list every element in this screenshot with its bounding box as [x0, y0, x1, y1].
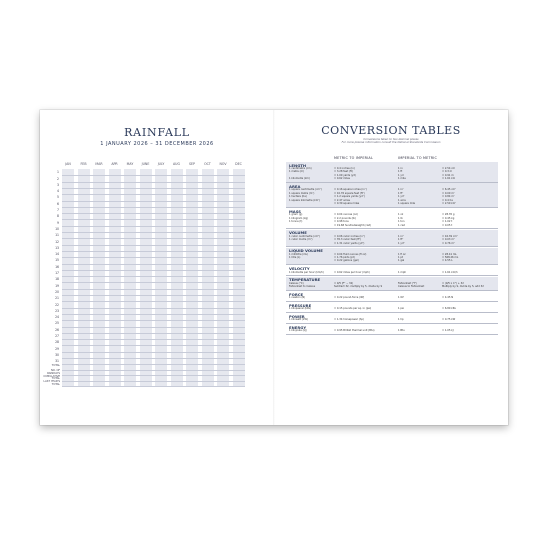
conversion-cell: 1 lbf	[398, 296, 404, 300]
conversion-cell: Fahrenheit (°F)	[398, 281, 417, 285]
month-header: MAR	[95, 162, 103, 166]
conversion-cell: = 0.05 t	[442, 223, 453, 227]
section-label: VELOCITY	[289, 266, 310, 272]
conversion-cell: 1 square kilometre (km²)	[289, 198, 321, 202]
footer-row-label: LAST YEAR'S TOTAL	[43, 380, 60, 386]
conversion-cell: = 1.61 km	[442, 177, 456, 181]
conversion-cell: 1 pt	[398, 256, 403, 260]
conversion-cell: = 2.47 acres	[334, 198, 350, 202]
conversion-cell: = 0.09 m²	[442, 191, 455, 195]
month-column	[233, 169, 245, 386]
conversion-cell: 1 kilometre (km)	[289, 177, 310, 181]
month-header: AUG	[173, 162, 180, 166]
conversion-page	[274, 110, 508, 425]
day-number: 4	[57, 189, 59, 194]
section-label: PRESSURE	[289, 302, 312, 308]
conversion-cell: = 0.75 kW	[442, 318, 456, 322]
conversion-cell: Celsius to Fahrenheit	[398, 285, 425, 289]
conversion-cell: = 0.91 m	[442, 173, 454, 177]
conversion-cell: 1 kilowatt (kW)	[289, 318, 308, 322]
conversion-cell: 1 ft²	[398, 191, 404, 195]
month-column	[202, 169, 214, 386]
conversion-cell: 1 litre (L)	[289, 256, 301, 260]
conversion-cell: 1 kilogram (kg)	[289, 216, 309, 220]
day-number: 20	[55, 289, 59, 294]
conversion-cell: = 0.62 miles per hour (mph)	[334, 270, 370, 274]
conversion-cell: = 1.2 square yards (yd²)	[334, 195, 365, 199]
conversion-cell: = 0.45 kg	[442, 216, 455, 220]
month-header: MAY	[126, 162, 134, 166]
conversion-cell: 1 yd	[398, 173, 404, 177]
conversion-cell: = 6.45 cm²	[442, 188, 457, 192]
conversion-section	[286, 266, 498, 276]
conversion-title: CONVERSION TABLES	[321, 124, 461, 137]
conversion-section	[286, 277, 498, 290]
conversion-section	[286, 291, 498, 301]
conversion-cell: = 0.98 tons	[334, 220, 349, 224]
day-number: 14	[55, 252, 59, 257]
conversion-section	[286, 302, 498, 312]
metric-to-imperial-heading: METRIC TO IMPERIAL	[334, 156, 374, 160]
conversion-cell: = 0.4 inches (in)	[334, 167, 355, 170]
conversion-cell: = 2.2 pounds (lb)	[334, 216, 356, 220]
conversion-cell: 1 ton	[398, 220, 405, 224]
month-header: APR	[111, 162, 118, 166]
conversion-cell: = 1.34 horsepower (hp)	[334, 318, 364, 322]
conversion-cell: 1 millilitre (mL)	[289, 252, 309, 256]
conversion-cell: = 9/5 (F° − 32)	[334, 281, 354, 285]
conversion-cell: Fahrenheit to Celsius	[289, 285, 316, 289]
conversion-cell: 1 cwt	[398, 223, 405, 227]
conversion-cell: = 1.76 pints (pt)	[334, 256, 355, 260]
day-number: 30	[55, 352, 59, 357]
conversion-cell: = 19.68 hundredweight (cwt)	[334, 223, 371, 227]
conversion-cell: 1 metre (m)	[289, 170, 305, 174]
conversion-cell: 1 kilojoule (kJ)	[289, 329, 307, 333]
conversion-cell: 1 cubic metre (m³)	[289, 238, 313, 242]
conversion-cell: = 6.89 kPa	[442, 307, 456, 311]
month-column	[140, 169, 152, 386]
day-number: 23	[55, 308, 59, 313]
conversion-cell: = 1.09 yards (yd)	[334, 173, 356, 177]
day-number: 15	[55, 258, 59, 263]
conversion-cell: 1 newton (N)	[289, 296, 306, 300]
conversion-cell: 1 psi	[398, 307, 404, 311]
conversion-cell: = 568.26 mL	[442, 256, 459, 260]
conversion-cell: 1 gram (g)	[289, 213, 303, 217]
conversion-cell: = 28.41 mL	[442, 252, 457, 256]
conversion-cell: = 1.05 kJ	[442, 329, 454, 333]
conversion-cell: = 0.4 ha	[442, 198, 453, 202]
diary-spread	[40, 110, 508, 425]
conversion-cell: = 0.95 British thermal unit (Btu)	[334, 329, 375, 333]
month-header: DEC	[235, 162, 242, 166]
conversion-cell: = 0.22 gallons (gal)	[334, 259, 359, 263]
conversion-cell: = 1.31 cubic yards (yd³)	[334, 241, 365, 245]
conversion-cell: Celsius (°C)	[289, 281, 304, 285]
day-number: 18	[55, 277, 59, 282]
conversion-cell: 1 square mile	[398, 202, 416, 206]
conversion-cell: = 2.59 km²	[442, 202, 457, 206]
day-number: 3	[57, 182, 59, 187]
day-number: 7	[57, 208, 59, 212]
conversion-cell: = 4.45 N	[442, 296, 454, 300]
conversion-cell: 1 in²	[398, 188, 404, 192]
conversion-cell: = 28.35 g	[442, 213, 455, 217]
conversion-cell: 1 square metre (m²)	[289, 191, 315, 195]
conversion-cell: 1 gal	[398, 259, 405, 263]
day-number: 9	[57, 220, 59, 225]
section-label: POWER	[289, 313, 305, 319]
month-column	[62, 169, 74, 386]
rainfall-date-range: 1 JANUARY 2026 – 31 DECEMBER 2026	[100, 141, 214, 147]
day-number: 17	[55, 271, 59, 275]
day-number: 25	[55, 321, 59, 326]
conversion-section	[286, 324, 498, 334]
conversion-cell: 1 cubic centimetre (cm³)	[289, 234, 320, 238]
month-header: JUNE	[141, 162, 150, 166]
conversion-cell: = 0.16 square inches (in²)	[334, 188, 367, 192]
section-label: FORCE	[289, 291, 304, 297]
conversion-cell: 1 square centimetre (cm²)	[289, 188, 322, 192]
conversion-cell: = 2.54 cm	[442, 167, 456, 170]
conversion-cell: = 1.61 km/h	[442, 270, 458, 274]
conversion-cell: 1 in³	[398, 234, 404, 238]
month-header: FEB	[80, 162, 87, 166]
day-number: 28	[55, 340, 59, 345]
conversion-cell: 1 in	[398, 167, 403, 170]
conversion-cell: = 16.39 cm³	[442, 234, 458, 238]
conversion-cell: = 35.3 cubic feet (ft³)	[334, 238, 362, 242]
conversion-cell: = 0.04 fluid ounces (fl oz)	[334, 252, 367, 256]
conversion-cell: 1 mile	[398, 177, 406, 181]
conversion-cell: Multiply by 9, divide by 5, add 32	[442, 285, 484, 289]
conversion-cell: = 0.62 miles	[334, 177, 350, 181]
conversion-cell: = 0.84 m²	[442, 195, 455, 199]
conversion-cell: Subtract 32, multiply by 5, divide by 9	[334, 285, 383, 289]
conversion-cell: = 1.02 t	[442, 220, 453, 224]
conversion-section	[286, 183, 498, 207]
day-number: 21	[55, 296, 59, 301]
conversion-cell: 1 acre	[398, 198, 406, 202]
day-number: 29	[55, 346, 59, 351]
conversion-section	[286, 162, 498, 182]
conversion-cell: 1 yd³	[398, 241, 405, 245]
conversion-cell: 1 tonne (t)	[289, 220, 303, 224]
day-number: 10	[55, 226, 59, 231]
day-number: 27	[55, 334, 59, 338]
month-header: JULY	[157, 162, 165, 166]
conversion-cell: = 0.03 m³	[442, 238, 455, 242]
footer-row-label: CUMULATIVE TOTAL	[43, 374, 60, 381]
subtitle-line: Conversions taken to two decimal places	[363, 137, 419, 141]
day-number: 5	[57, 195, 59, 200]
day-number: 8	[57, 214, 59, 219]
conversion-cell: 1 ft	[398, 170, 403, 174]
conversion-section	[286, 313, 498, 323]
month-column	[109, 169, 121, 386]
conversion-subtitle	[274, 138, 508, 145]
conversion-cell: 1 hectare (ha)	[289, 195, 307, 199]
month-column	[217, 169, 229, 386]
day-number: 1	[57, 170, 59, 175]
conversion-cell: 1 fl oz	[398, 252, 406, 256]
day-number: 6	[57, 201, 59, 206]
month-column	[171, 169, 183, 386]
conversion-cell: 1 yd²	[398, 195, 405, 199]
conversion-cell: = 3.28 feet (ft)	[334, 170, 353, 174]
conversion-cell: 1 hp	[398, 318, 404, 322]
day-number: 12	[55, 239, 59, 244]
conversion-cell: 1 oz	[398, 213, 404, 217]
day-number: 13	[55, 245, 59, 250]
conversion-cell: 1 ft³	[398, 238, 404, 242]
day-number: 11	[55, 233, 59, 238]
section-label: AREA	[289, 183, 301, 189]
conversion-cell: = 0.3 m	[442, 170, 453, 174]
conversion-cell: 1 centimetre (cm)	[289, 167, 312, 170]
conversion-cell: = 4.55 L	[442, 259, 453, 263]
day-number: 26	[55, 327, 59, 332]
day-number: 22	[55, 302, 59, 307]
conversion-cell: = 0.76 m³	[442, 241, 455, 245]
day-number: 31	[55, 359, 59, 364]
footer-row-label: TOTAL	[51, 363, 60, 367]
conversion-section	[286, 248, 498, 265]
section-label: ENERGY	[289, 324, 307, 330]
month-header: SEP	[189, 162, 195, 166]
month-column	[155, 169, 167, 386]
section-label: TEMPERATURE	[289, 277, 321, 283]
month-header: JAN	[65, 162, 71, 166]
imperial-to-metric-heading: IMPERIAL TO METRIC	[398, 156, 438, 160]
month-column	[186, 169, 198, 386]
conversion-section	[286, 208, 498, 228]
month-column	[78, 169, 90, 386]
conversion-cell: = 0.15 pounds per sq. in (psi)	[334, 307, 372, 311]
conversion-cell: = 0.06 cubic inches (in³)	[334, 234, 365, 238]
subtitle-line: For more precise information consult the National Standards Commission	[341, 140, 441, 145]
conversion-cell: 1 lb	[398, 216, 403, 220]
rainfall-title: RAINFALL	[124, 126, 190, 139]
day-number: 16	[55, 264, 59, 269]
month-header: OCT	[204, 162, 211, 166]
footer-row-label: NO. OF RAINDAYS	[47, 369, 60, 375]
section-label: LENGTH	[289, 162, 307, 168]
conversion-cell: 1 kilopascal (kPa)	[289, 307, 311, 311]
section-label: VOLUME	[289, 230, 307, 236]
day-number: 19	[55, 283, 59, 288]
month-column	[124, 169, 136, 386]
conversion-cell: 1 Btu	[398, 329, 405, 333]
month-column	[93, 169, 105, 386]
conversion-cell: 1 mph	[398, 270, 406, 274]
conversion-cell: = 0.04 ounces (oz)	[334, 213, 358, 217]
day-number: 2	[57, 176, 59, 181]
rainfall-page	[40, 110, 274, 425]
conversion-cell: = 10.76 square feet (ft²)	[334, 191, 365, 195]
section-label: LIQUID VOLUME	[289, 248, 323, 254]
conversion-cell: = 0.22 pound-force (lbf)	[334, 296, 365, 300]
section-label: MASS	[289, 208, 302, 214]
conversion-cell: = 0.39 square miles	[334, 202, 360, 206]
day-number: 24	[55, 315, 59, 320]
conversion-cell: = (9/5 x C°) + 32	[442, 281, 464, 285]
conversion-section	[286, 230, 498, 247]
conversion-cell: 1 kilometre per hour (km/h)	[289, 270, 324, 274]
month-header: NOV	[219, 162, 227, 166]
